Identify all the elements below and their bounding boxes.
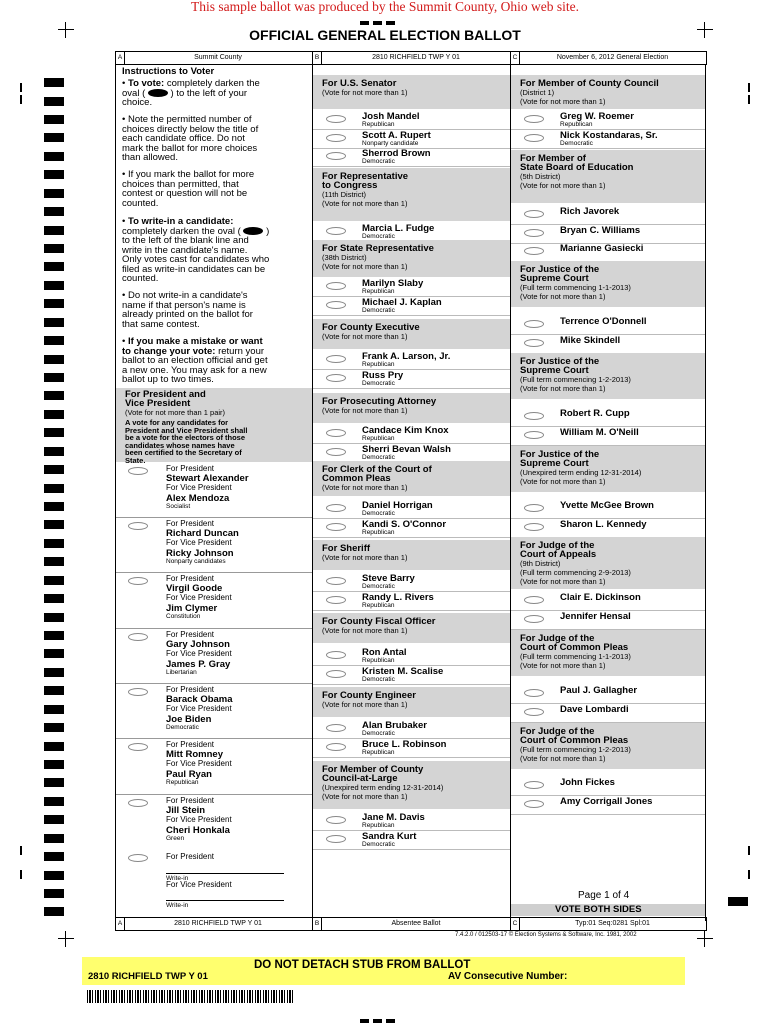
footer-letter-b: B [312,918,322,930]
footer-letter-c: C [510,918,520,930]
contest-engineer-oval[interactable] [326,724,346,732]
divider [313,537,510,538]
divider [313,610,510,611]
contest-staterep-title: For State Representative (38th District) (Vote for not more than 1) [322,243,434,271]
instruction-3: • If you mark the ballot for more choices than permitted, that contest or question will not be counted. [122,169,255,209]
president-note: A vote for any candidates for President and Vice President shall be a vote for the electors of those candidates whose names have been certified to the Secretary of State. [125,418,248,465]
divider [511,148,705,149]
registration-mark-bottom [360,1010,400,1016]
party-label: Nonparty candidate [362,139,419,147]
president-pair-oval[interactable] [128,799,148,807]
president-pair-oval[interactable] [128,522,148,530]
contest-education-oval[interactable] [524,229,544,237]
instruction-1: • To vote: completely darken the oval ( ) to the left of your choice. [122,78,260,108]
divider [313,684,510,685]
divider [116,794,312,795]
for-vp-label: For Vice President [166,649,232,658]
president-candidate-name: Stewart Alexander [166,473,249,484]
contest-clerk-candidate-name: Daniel Horrigan [362,500,433,511]
header-letter-a: A [116,52,125,64]
contest-council-candidate-name: Jane M. Davis [362,812,425,823]
president-pair-oval[interactable] [128,688,148,696]
contest-senator-oval[interactable] [326,134,346,142]
ballot-barcode [87,990,293,1003]
ballot-header-row [115,51,707,65]
contest-fiscal-title: For County Fiscal Officer (Vote for not more than 1) [322,616,436,635]
contest-justice1-candidate-name: Mike Skindell [560,334,621,346]
president-candidate-name: Mitt Romney [166,749,223,760]
for-vp-label: For Vice President [166,704,232,713]
divider [313,166,510,167]
party-label: Republican [166,779,199,786]
divider [116,738,312,739]
contest-fiscal-candidate-name: Kristen M. Scalise [362,665,444,677]
writein-president-oval[interactable] [128,854,148,862]
filled-oval-icon [243,227,263,235]
contest-appeals-candidate-name: Jennifer Hensal [560,610,631,622]
contest-pleas2-oval[interactable] [524,800,544,808]
divider [116,572,312,573]
contest-congress-candidate-name: Marcia L. Fudge [362,223,435,234]
contest-justice2-candidate-name: Robert R. Cupp [560,408,630,419]
party-label: Republican [362,435,395,442]
contest-staterep-oval[interactable] [326,301,346,309]
party-label: Republican [560,121,593,128]
contest-pleas2-candidate-name: John Fickes [560,777,615,788]
contest-sheriff-candidate-name: Steve Barry [362,573,415,584]
contest-congress-title: For Representative to Congress (11th District) (Vote for not more than 1) [322,171,409,208]
contest-engineer-title: For County Engineer (Vote for not more than 1) [322,690,416,709]
vp-candidate-name: Alex Mendoza [166,493,230,504]
contest-prosecutor-title: For Prosecuting Attorney (Vote for not more than 1) [322,396,437,415]
party-label: Republican [362,121,395,128]
contest-fiscal-oval[interactable] [326,670,346,678]
party-label: Green [166,835,185,842]
crosshair-mark [58,931,74,947]
party-label: Democratic [362,675,395,683]
president-pair-oval[interactable] [128,633,148,641]
for-president-label: For President [166,630,215,639]
party-label: Democratic [166,724,199,731]
party-label: Libertarian [166,669,197,676]
contest-senator-candidate-name: Scott A. Rupert [362,129,431,141]
contest-justice1-candidate-name: Terrence O'Donnell [560,316,647,327]
contest-exec-candidate-name: Frank A. Larson, Jr. [362,351,451,362]
contest-justice2-oval[interactable] [524,412,544,420]
divider [313,388,510,389]
party-label: Republican [362,748,395,756]
contest-pleas2-oval[interactable] [524,781,544,789]
for-president-label: For President [166,464,215,473]
contest-staterep-oval[interactable] [326,282,346,290]
instruction-5: • Do not write-in a candidate's name if that person's name is already printed on the ballot for that same contest. [122,290,253,330]
divider [313,315,510,316]
party-label: Republican [362,528,395,536]
column-rule [705,64,706,921]
for-president-label: For President [166,519,215,528]
party-label: Democratic [362,453,395,461]
contest-exec-candidate-name: Russ Pry [362,369,404,381]
footer-sequence: Typ:01 Seq:0281 Spl:01 [575,920,650,927]
header-letter-c: C [510,52,520,64]
president-pair-oval[interactable] [128,743,148,751]
contest-staterep-candidate-name: Marilyn Slaby [362,278,424,289]
filled-oval-icon [148,89,168,97]
contest-exec-title: For County Executive (Vote for not more than 1) [322,322,420,341]
edge-tick [20,95,22,104]
vp-candidate-name: Jim Clymer [166,603,218,614]
instructions-heading: Instructions to Voter [122,66,215,77]
page-indicator: Page 1 of 4 [578,890,630,901]
contest-justice3-candidate-name: Yvette McGee Brown [560,500,654,511]
contest-pleas1-candidate-name: Dave Lombardi [560,703,629,715]
contest-pleas1-oval[interactable] [524,689,544,697]
party-label: Democratic [362,379,395,387]
contest-sheriff-oval[interactable] [326,596,346,604]
for-vp-label: For Vice President [166,815,232,824]
contest-appeals-oval[interactable] [524,596,544,604]
contest-prosecutor-oval[interactable] [326,448,346,456]
contest-council-candidate-name: Sandra Kurt [362,830,417,842]
contest-engineer-candidate-name: Alan Brubaker [362,720,427,731]
contest-senator-candidate-name: Josh Mandel [362,111,420,122]
contest-justice3-oval[interactable] [524,504,544,512]
header-letter-b: B [312,52,322,64]
contest-clerk-title: For Clerk of the Court of Common Pleas (Vote for not more than 1) [322,464,432,492]
party-label: Republican [362,657,395,664]
president-candidate-name: Jill Stein [166,805,206,816]
edge-tick [20,83,22,92]
contest-pleas2-candidate-name: Amy Corrigall Jones [560,795,653,807]
president-candidate-name: Virgil Goode [166,583,223,594]
contest-appeals-candidate-name: Clair E. Dickinson [560,592,641,603]
contest-sheriff-oval[interactable] [326,577,346,585]
president-candidate-name: Gary Johnson [166,639,230,650]
footer-version: 7.4.2.0 / 012503-17 © Election Systems & Software, Inc. 1981, 2002 [455,932,637,938]
contest-justice2-oval[interactable] [524,431,544,439]
instruction-6: • If you make a mistake or want to change your vote: return your ballot to an election official and get a new one. You may ask for a new ballot up to two times. [122,336,268,385]
vote-both-sides: VOTE BOTH SIDES [555,904,642,915]
vp-candidate-name: Ricky Johnson [166,548,234,559]
party-label: Democratic [362,583,395,590]
contest-education-oval[interactable] [524,210,544,218]
edge-tick [20,870,22,879]
vp-candidate-name: Cheri Honkala [166,825,230,836]
contest-district1-candidate-name: Greg W. Roemer [560,111,634,122]
for-president-label: For President [166,685,215,694]
contest-district1-candidate-name: Nick Kostandaras, Sr. [560,129,658,141]
contest-justice1-title: For Justice of the Supreme Court (Full term commencing 1-1-2013) (Vote for not more than 1) [520,264,631,301]
stub-precinct: 2810 RICHFIELD TWP Y 01 [88,971,208,982]
for-vp-label: For Vice President [166,538,232,547]
contest-senator-oval[interactable] [326,115,346,123]
president-candidate-name: Richard Duncan [166,528,239,539]
contest-senator-oval[interactable] [326,152,346,160]
contest-justice2-candidate-name: William M. O'Neill [560,426,639,438]
header-precinct: 2810 RICHFIELD TWP Y 01 [372,54,460,61]
contest-district1-oval[interactable] [524,134,544,142]
writein-president-label: For President [166,852,215,861]
contest-education-title: For Member of State Board of Education (5th District) (Vote for not more than 1) [520,153,634,190]
contest-education-candidate-name: Marianne Gasiecki [560,243,644,254]
party-label: Socialist [166,503,191,510]
party-label: Democratic [362,840,395,848]
president-candidate-name: Barack Obama [166,694,233,705]
contest-justice1-oval[interactable] [524,339,544,347]
ballot-title: OFFICIAL GENERAL ELECTION BALLOT [249,27,521,43]
vp-candidate-name: Paul Ryan [166,769,212,780]
contest-appeals-title: For Judge of the Court of Appeals (9th District) (Full term commencing 2-9-2013) (Vote for not more than 1) [520,540,631,586]
registration-mark-top [360,12,400,18]
edge-tick [748,870,750,879]
contest-senator-title: For U.S. Senator (Vote for not more than 1) [322,78,408,97]
contest-pleas2-title: For Judge of the Court of Common Pleas (Full term commencing 1-2-2013) (Vote for not more than 1) [520,726,631,763]
sample-ballot-banner: This sample ballot was produced by the Summit County, Ohio web site. [191,0,579,14]
contest-justice3-oval[interactable] [524,523,544,531]
writein-vp-label: For Vice President [166,880,232,889]
writein-vp-line[interactable] [166,900,284,901]
divider [116,517,312,518]
contest-prosecutor-oval[interactable] [326,429,346,437]
timing-mark-right [728,897,748,906]
contest-fiscal-oval[interactable] [326,651,346,659]
header-county: Summit County [194,54,242,61]
writein-label: Write-in [166,875,189,882]
contest-fiscal-candidate-name: Ron Antal [362,647,407,658]
party-label: Republican [362,288,395,295]
stub-av-number: AV Consecutive Number: [448,971,568,982]
crosshair-mark [697,931,713,947]
contest-council-oval[interactable] [326,816,346,824]
party-label: Republican [362,601,395,609]
edge-tick [748,846,750,855]
writein-president-line[interactable] [166,873,284,874]
contest-sheriff-candidate-name: Randy L. Rivers [362,591,434,603]
for-vp-label: For Vice President [166,483,232,492]
footer-ballot-type: Absentee Ballot [391,920,441,927]
divider [313,757,510,758]
contest-senator-candidate-name: Sherrod Brown [362,148,431,159]
footer-precinct: 2810 RICHFIELD TWP Y 01 [174,920,262,927]
president-title: For President and Vice President (Vote for not more than 1 pair) [125,389,226,417]
contest-council-title: For Member of County Council-at-Large (Unexpired term ending 12-31-2014) (Vote for not more than 1) [322,764,444,801]
contest-clerk-candidate-name: Kandi S. O'Connor [362,518,447,530]
contest-justice2-title: For Justice of the Supreme Court (Full term commencing 1-2-2013) (Vote for not more than 1) [520,356,631,393]
for-vp-label: For Vice President [166,593,232,602]
contest-justice1-oval[interactable] [524,320,544,328]
president-pair-oval[interactable] [128,467,148,475]
vp-candidate-name: Joe Biden [166,714,212,725]
contest-prosecutor-candidate-name: Candace Kim Knox [362,425,449,436]
president-pair-oval[interactable] [128,577,148,585]
contest-justice3-candidate-name: Sharon L. Kennedy [560,518,647,530]
for-president-label: For President [166,796,215,805]
contest-clerk-oval[interactable] [326,523,346,531]
contest-pleas1-oval[interactable] [524,708,544,716]
party-label: Democratic [362,510,395,517]
edge-tick [20,846,22,855]
contest-district1-oval[interactable] [524,115,544,123]
contest-pleas1-candidate-name: Paul J. Gallagher [560,685,638,696]
detach-stub [82,957,685,985]
contest-district1-title: For Member of County Council (District 1) (Vote for not more than 1) [520,78,659,106]
stub-warning: DO NOT DETACH STUB FROM BALLOT [254,959,471,971]
party-label: Democratic [362,233,395,240]
contest-sheriff-title: For Sheriff (Vote for not more than 1) [322,543,408,562]
edge-tick [748,83,750,92]
contest-justice3-title: For Justice of the Supreme Court (Unexpired term ending 12-31-2014) (Vote for not more than 1) [520,449,642,486]
column-rule [115,64,116,921]
divider [116,683,312,684]
party-label: Republican [362,822,395,829]
divider [313,369,510,370]
divider [116,628,312,629]
edge-tick [748,95,750,104]
contest-exec-oval[interactable] [326,355,346,363]
for-president-label: For President [166,574,215,583]
contest-education-candidate-name: Rich Javorek [560,206,620,217]
ballot-footer-row [115,917,707,931]
contest-engineer-candidate-name: Bruce L. Robinson [362,738,447,750]
contest-exec-oval[interactable] [326,374,346,382]
contest-congress-oval[interactable] [326,227,346,235]
divider [511,814,705,815]
for-vp-label: For Vice President [166,759,232,768]
contest-clerk-oval[interactable] [326,504,346,512]
contest-prosecutor-candidate-name: Sherri Bevan Walsh [362,443,451,455]
party-label: Republican [362,361,395,368]
contest-pleas1-title: For Judge of the Court of Common Pleas (Full term commencing 1-1-2013) (Vote for not more than 1) [520,633,631,670]
party-label: Democratic [362,730,395,737]
party-label: Constitution [166,613,201,620]
contest-engineer-oval[interactable] [326,743,346,751]
contest-education-candidate-name: Bryan C. Williams [560,224,641,236]
contest-staterep-candidate-name: Michael J. Kaplan [362,296,442,308]
party-label: Democratic [362,158,395,165]
party-label: Nonparty candidates [166,558,226,565]
vp-candidate-name: James P. Gray [166,659,231,670]
party-label: Democratic [362,306,395,314]
divider [313,849,510,850]
footer-letter-a: A [116,918,125,930]
contest-education-oval[interactable] [524,247,544,255]
writein-label: Write-in [166,902,189,909]
header-election: November 6, 2012 General Election [556,54,669,61]
for-president-label: For President [166,740,215,749]
instruction-4: • To write-in a candidate: completely darken the oval ( ) to the left of the blank line and write in the candidate's name. Only votes cast for candidates who filed as write-in candidates can be counted. [122,216,270,284]
instruction-2: • Note the permitted number of choices directly below the title of each candidate office. Do not mark the ballot for more choices than allowed. [122,114,259,163]
party-label: Democratic [560,139,593,147]
contest-council-oval[interactable] [326,835,346,843]
contest-appeals-oval[interactable] [524,615,544,623]
